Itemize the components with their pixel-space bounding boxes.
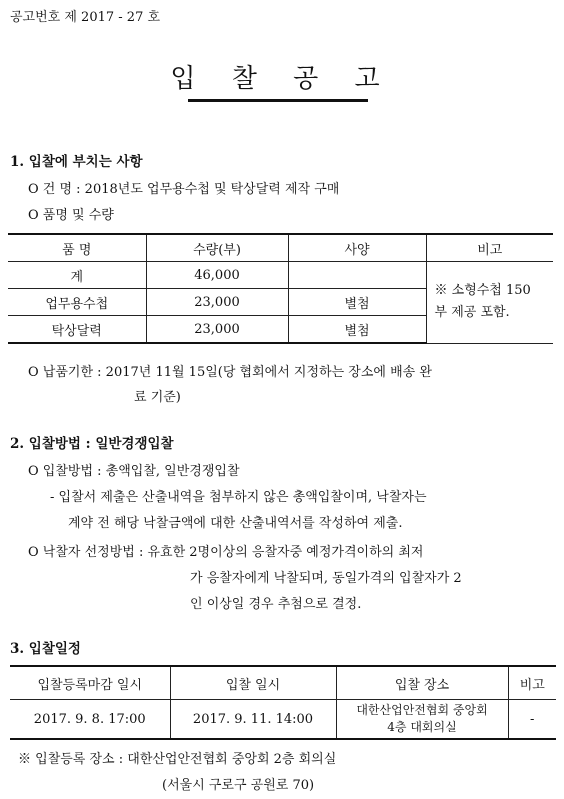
schedule-remark: -	[508, 700, 556, 740]
schedule-table	[10, 665, 556, 740]
remark-cell	[426, 262, 553, 344]
registration-address: (서울시 구로구 공원로 70)	[162, 778, 315, 793]
bid-place	[336, 700, 508, 740]
selection-line: O 낙찰자 선정방법 : 유효한 2명이상의 응찰자중 예정가격이하의 최저	[28, 545, 424, 560]
bid-place-line: 4층 대회의실	[387, 720, 457, 734]
method-line: O 입찰방법 : 총액입찰, 일반경쟁입찰	[28, 464, 240, 479]
item-name-line: O 건 명 : 2018년도 업무용수첩 및 탁상달력 제작 구매	[28, 182, 340, 197]
header-cell: 품 명	[8, 234, 146, 262]
header-cell: 비고	[508, 666, 556, 700]
notice-number: 공고번호 제 2017 - 27 호	[10, 10, 161, 25]
header-cell: 사양	[288, 234, 426, 262]
table-cell: 계	[8, 262, 146, 289]
schedule-table-header	[10, 666, 556, 700]
registration-place: ※ 입찰등록 장소 : 대한산업안전협회 중앙회 2층 회의실	[18, 752, 337, 767]
header-cell: 입찰 일시	[170, 666, 336, 700]
header-cell: 입찰등록마감 일시	[10, 666, 170, 700]
table-cell: 업무용수첩	[8, 289, 146, 316]
header-cell: 비고	[426, 234, 553, 262]
table-row	[10, 700, 556, 740]
section3-heading: 3. 입찰일정	[10, 641, 81, 657]
header-cell: 입찰 장소	[336, 666, 508, 700]
table-cell: 별첨	[288, 289, 426, 316]
section2-heading: 2. 입찰방법 : 일반경쟁입찰	[10, 436, 174, 452]
deadline-line: O 납품기한 : 2017년 11월 15일(당 협회에서 지정하는 장소에 배송 완	[28, 365, 432, 380]
bid-place-line: 대한산업안전협회 중앙회	[356, 703, 488, 717]
table-cell: 별첨	[288, 316, 426, 344]
items-line: O 품명 및 수량	[28, 208, 114, 223]
table-cell	[288, 262, 426, 289]
selection-line-cont: 인 이상일 경우 추첨으로 결정.	[190, 597, 362, 612]
table-cell: 탁상달력	[8, 316, 146, 344]
remark-line: 부 제공 포함.	[434, 305, 510, 321]
remark-line: ※ 소형수첩 150	[434, 283, 531, 299]
title-underline	[188, 99, 368, 102]
deadline-line-cont: 료 기준)	[134, 390, 181, 405]
table-cell: 23,000	[146, 289, 288, 316]
registration-deadline: 2017. 9. 8. 17:00	[10, 700, 170, 740]
items-table-header	[8, 234, 553, 262]
bid-time: 2017. 9. 11. 14:00	[170, 700, 336, 740]
page-title: 입 찰 공 고	[170, 64, 394, 94]
table-cell: 46,000	[146, 262, 288, 289]
table-cell: 23,000	[146, 316, 288, 344]
table-row	[8, 262, 553, 289]
header-cell: 수량(부)	[146, 234, 288, 262]
section1-heading: 1. 입찰에 부치는 사항	[10, 154, 143, 170]
items-table	[8, 233, 553, 344]
method-detail-cont: 계약 전 해당 낙찰금액에 대한 산출내역서를 작성하여 제출.	[68, 516, 403, 531]
selection-line-cont: 가 응찰자에게 낙찰되며, 동일가격의 입찰자가 2	[190, 571, 462, 586]
method-detail: - 입찰서 제출은 산출내역을 첨부하지 않은 총액입찰이며, 낙찰자는	[50, 490, 427, 505]
